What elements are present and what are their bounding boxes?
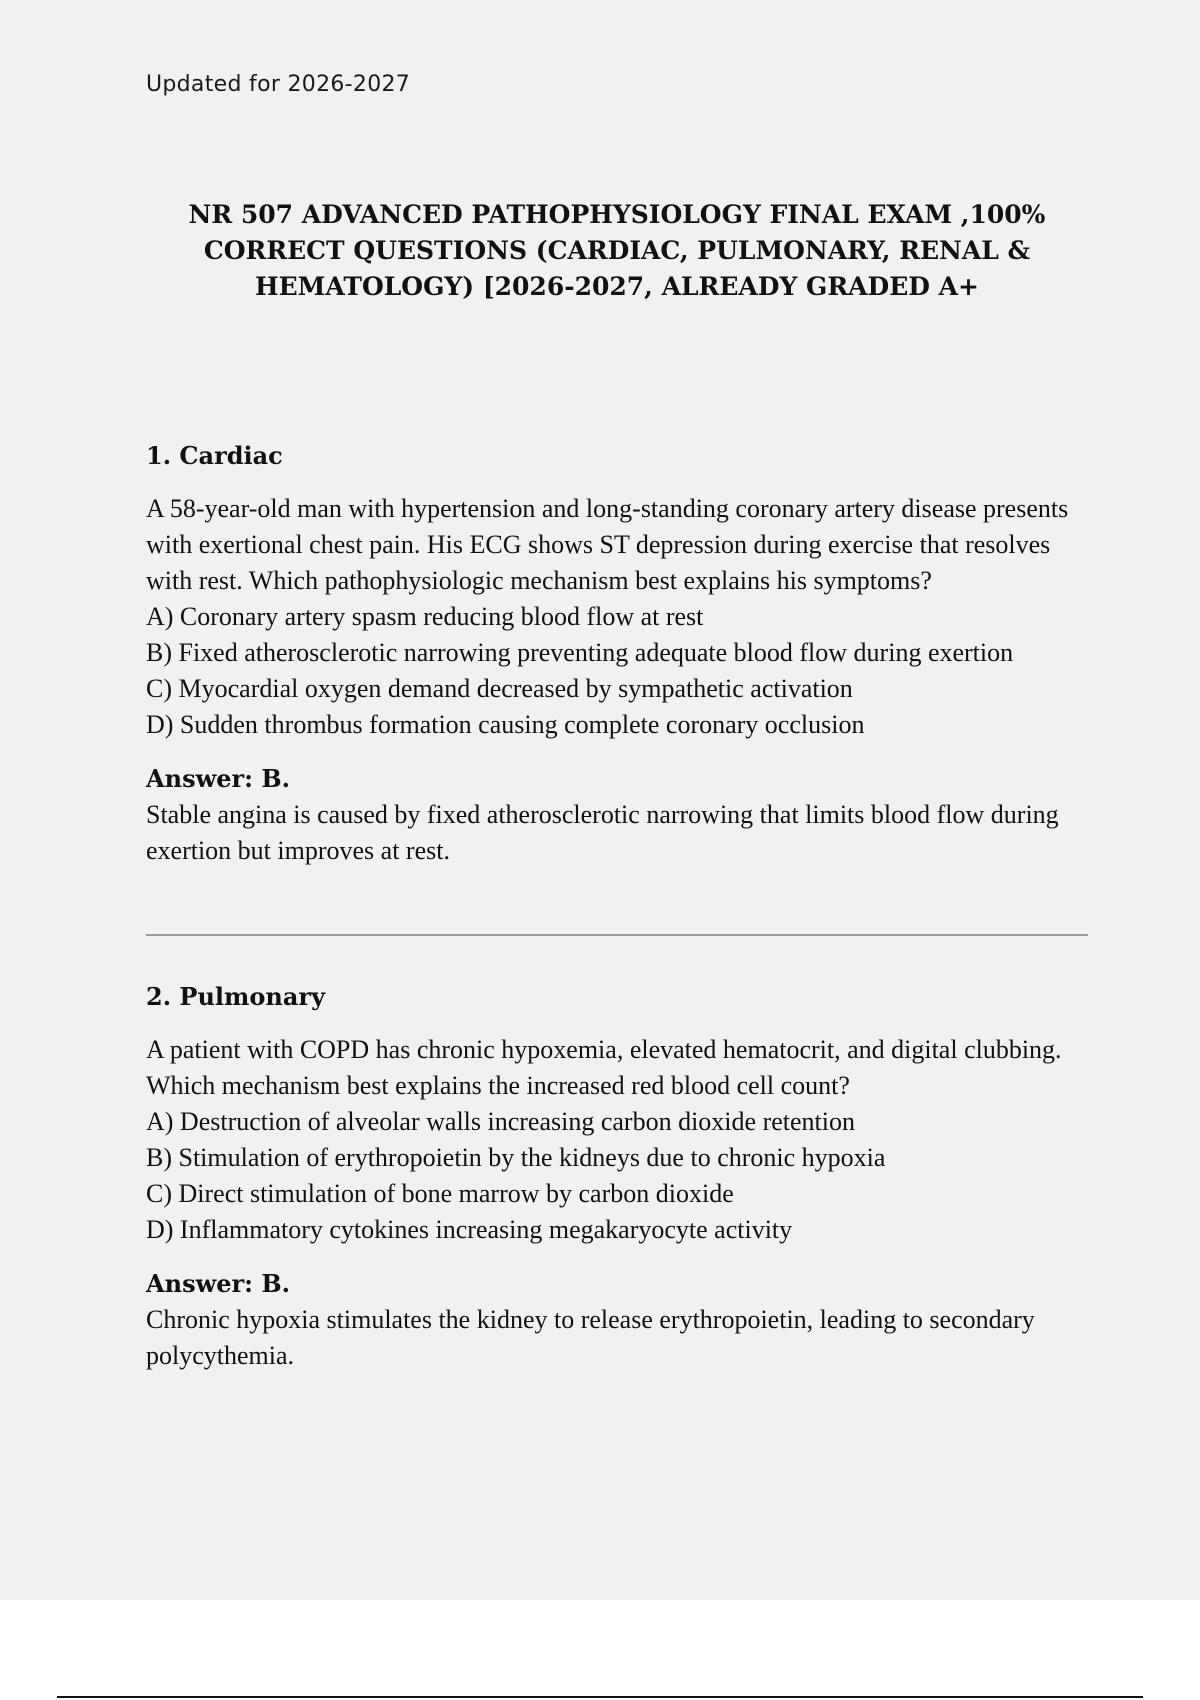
question-stem: A 58-year-old man with hypertension and long-standing coronary artery disease presents with exertional chest pain. His ECG shows ST depression during exercise that resolves with rest. Which pathophysiologic mechanism best explains his symptoms? (146, 494, 1069, 595)
question-heading: 2. Pulmonary (146, 982, 326, 1011)
option-a: A) Coronary artery spasm reducing blood flow at rest (146, 602, 704, 631)
question-stem: A patient with COPD has chronic hypoxemia, elevated hematocrit, and digital clubbing. Which mechanism best explains the increased red blood cell count? (146, 1035, 1062, 1100)
updated-label: Updated for 2026-2027 (146, 72, 411, 97)
option-c: C) Direct stimulation of bone marrow by carbon dioxide (146, 1179, 734, 1208)
option-b: B) Fixed atherosclerotic narrowing preventing adequate blood flow during exertion (146, 638, 1014, 667)
option-c: C) Myocardial oxygen demand decreased by sympathetic activation (146, 674, 853, 703)
answer-options (146, 1104, 1088, 1248)
option-d: D) Sudden thrombus formation causing complete coronary occlusion (146, 710, 865, 739)
answer-options (146, 599, 1088, 743)
answer-explanation: Stable angina is caused by fixed atherosclerotic narrowing that limits blood flow during exertion but improves at rest. (146, 800, 1059, 865)
document-title: NR 507 ADVANCED PATHOPHYSIOLOGY FINAL EXAM ,100% CORRECT QUESTIONS (CARDIAC, PULMONARY, RENAL & HEMATOLOGY) [2026-2027, ALREADY GRADED A+ (188, 200, 1046, 301)
question-section-cardiac (146, 440, 1088, 869)
option-a: A) Destruction of alveolar walls increasing carbon dioxide retention (146, 1107, 855, 1136)
question-heading: 1. Cardiac (146, 441, 283, 470)
question-section-pulmonary (146, 981, 1088, 1374)
option-b: B) Stimulation of erythropoietin by the kidneys due to chronic hypoxia (146, 1143, 886, 1172)
section-divider (146, 934, 1088, 936)
answer-label: Answer: B. (146, 764, 291, 793)
answer-explanation: Chronic hypoxia stimulates the kidney to release erythropoietin, leading to secondary polycythemia. (146, 1305, 1035, 1370)
page-footer-rule (57, 1696, 1143, 1698)
option-d: D) Inflammatory cytokines increasing megakaryocyte activity (146, 1215, 793, 1244)
answer-label: Answer: B. (146, 1269, 291, 1298)
